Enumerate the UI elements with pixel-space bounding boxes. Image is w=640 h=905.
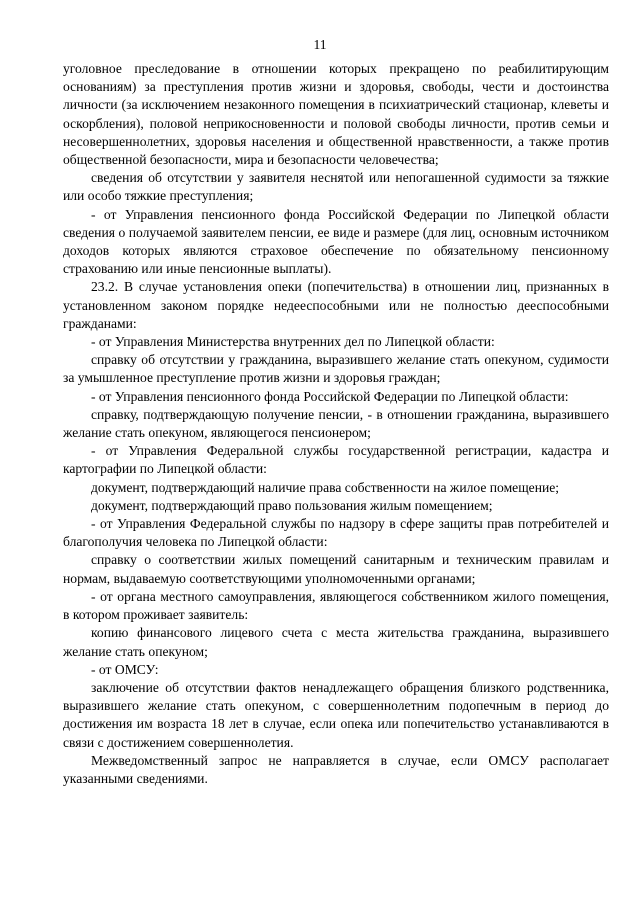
document-body <box>63 60 609 788</box>
paragraph: заключение об отсутствии фактов ненадлежащего обращения близкого родственника, выразившего желание стать опекуном, с совершеннолетним подопечным в период до достижения им возраста 18 лет в случае, если опека или попечительство устанавливаются в связи с достижением совершеннолетия. <box>63 679 609 750</box>
paragraph: справку, подтверждающую получение пенсии, - в отношении гражданина, выразившего желание стать опекуном, являющегося пенсионером; <box>63 406 609 441</box>
paragraph: 23.2. В случае установления опеки (попечительства) в отношении лиц, признанных в установленном законом порядке недееспособными или не полностью дееспособными гражданами: <box>63 279 609 331</box>
paragraph: - от органа местного самоуправления, являющегося собственником жилого помещения, в котором проживает заявитель: <box>63 588 609 623</box>
paragraph: - от Управления Федеральной службы по надзору в сфере защиты прав потребителей и благополучия человека по Липецкой области: <box>63 516 609 550</box>
paragraph: документ, подтверждающий наличие права собственности на жилое помещение; <box>91 479 560 495</box>
paragraph: - от Управления пенсионного фонда Российской Федерации по Липецкой области сведения о получаемой заявителем пенсии, ее виде и размере (для лиц, основным источником доходов которых являются страховое обеспечение по обязательному пенсионному страхованию или иные пенсионные выплаты). <box>63 206 609 277</box>
paragraph: справку о соответствии жилых помещений санитарным и техническим правилам и нормам, выдаваемую соответствующими уполномоченными органами; <box>63 552 609 586</box>
paragraph: документ, подтверждающий право пользования жилым помещением; <box>91 497 493 513</box>
paragraph: - от Управления пенсионного фонда Российской Федерации по Липецкой области: <box>91 388 569 404</box>
paragraph: уголовное преследование в отношении которых прекращено по реабилитирующим основаниям) за преступления против жизни и здоровья, свободы, чести и достоинства личности (за исключением незаконного помещения в психиатрический стационар, клеветы и оскорбления), половой неприкосновенности и половой свободы личности, против семьи и несовершеннолетних, здоровья населения и общественной нравственности, а также против общественной безопасности, мира и безопасности человечества; <box>63 61 609 168</box>
paragraph: справку об отсутствии у гражданина, выразившего желание стать опекуном, судимости за умышленное преступление против жизни и здоровья граждан; <box>63 352 609 386</box>
paragraph: копию финансового лицевого счета с места жительства гражданина, выразившего желание стать опекуном; <box>63 625 609 659</box>
paragraph: - от ОМСУ: <box>91 661 159 677</box>
page-number: 11 <box>313 37 327 52</box>
paragraph: сведения об отсутствии у заявителя неснятой или непогашенной судимости за тяжкие или особо тяжкие преступления; <box>63 170 609 204</box>
paragraph: - от Управления Министерства внутренних дел по Липецкой области: <box>91 334 495 350</box>
paragraph: Межведомственный запрос не направляется в случае, если ОМСУ располагает указанными сведениями. <box>63 752 609 786</box>
paragraph: - от Управления Федеральной службы государственной регистрации, кадастра и картографии по Липецкой области: <box>63 443 609 477</box>
